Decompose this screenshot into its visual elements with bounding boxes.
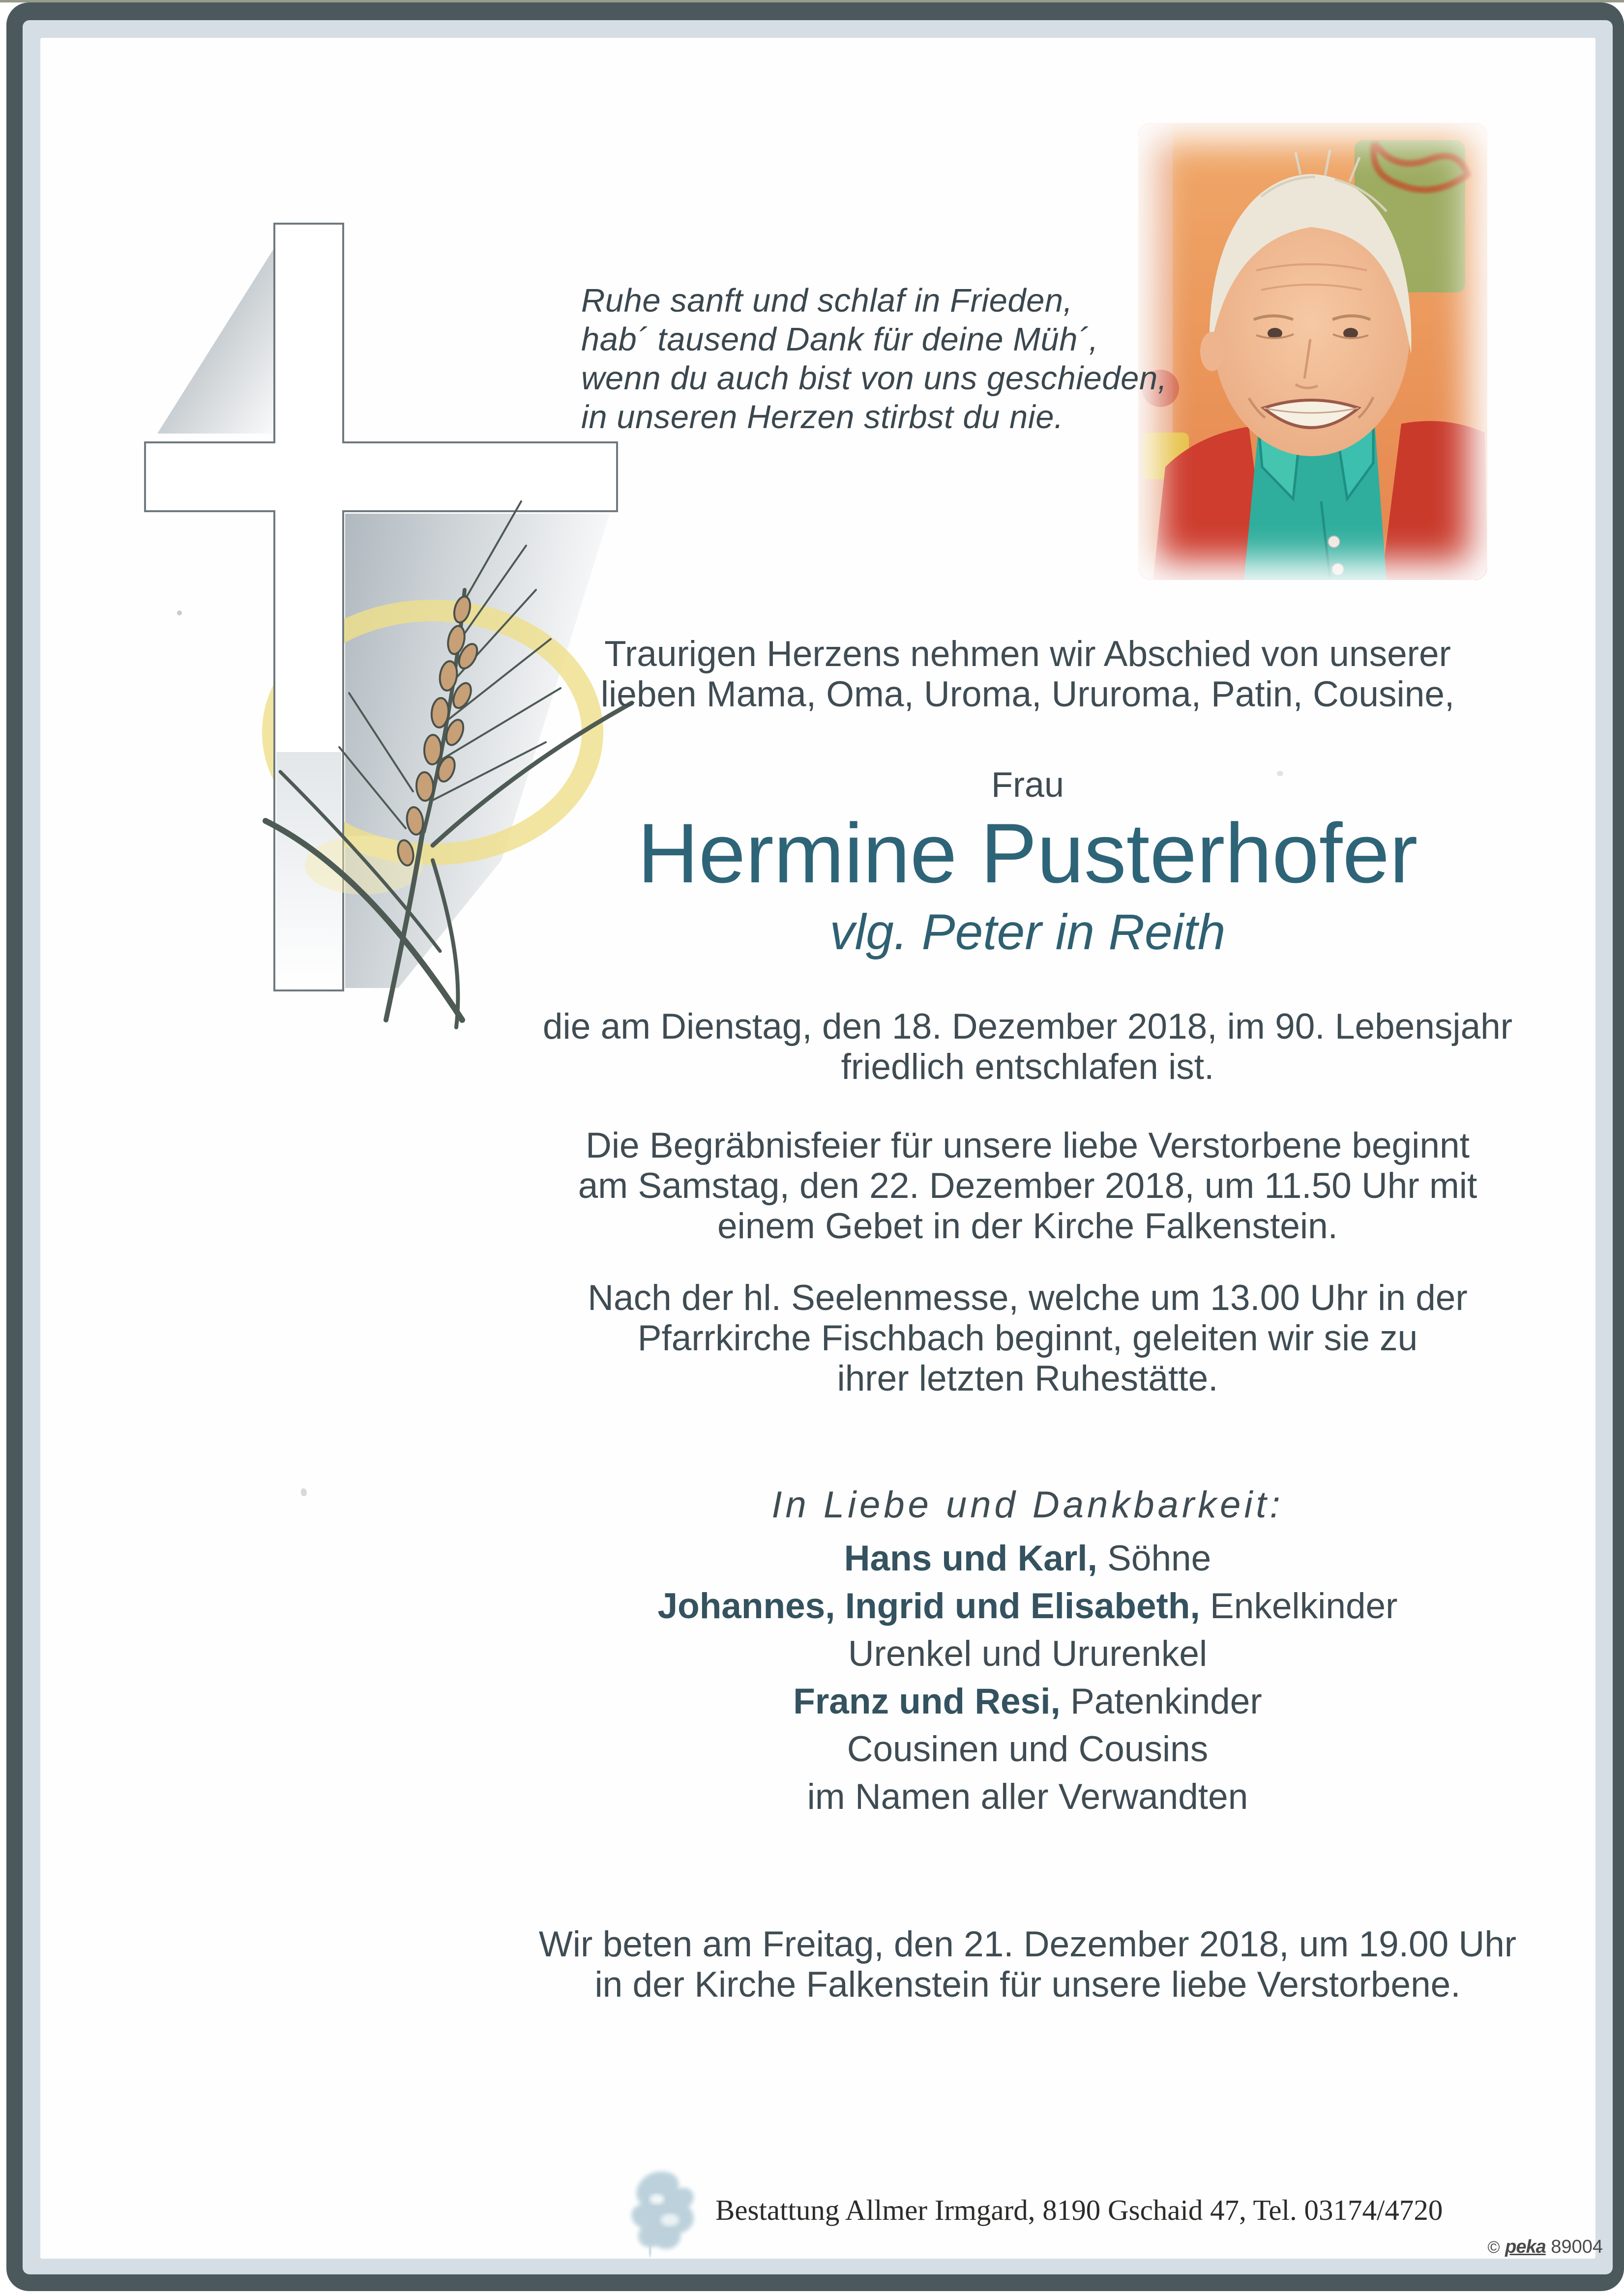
mourner-line	[521, 1678, 1534, 1725]
mourner-line	[521, 1582, 1534, 1630]
memorial-poem	[581, 281, 1167, 436]
copyright-icon: ©	[1487, 2238, 1500, 2257]
mourner-names: Hans und Karl,	[844, 1539, 1097, 1578]
text-line: friedlich entschlafen ist.	[841, 1047, 1214, 1087]
funeral-home-info: Bestattung Allmer Irmgard, 8190 Gschaid 47, Tel. 03174/4720	[715, 2194, 1443, 2226]
mourner-relation: Patenkinder	[1060, 1682, 1262, 1721]
text-line: lieben Mama, Oma, Uroma, Ururoma, Patin, Cousine,	[600, 674, 1455, 714]
salutation: Frau	[991, 765, 1064, 805]
deceased-vulgo: vlg. Peter in Reith	[829, 904, 1226, 960]
print-brand: peka	[1505, 2237, 1546, 2257]
portrait-photo	[1138, 123, 1487, 580]
mourner-relation: Cousinen und Cousins	[847, 1729, 1209, 1769]
text-line: in der Kirche Falkenstein für unsere liebe Verstorbene.	[594, 1965, 1461, 2005]
text-line: in unseren Herzen stirbst du nie.	[581, 399, 1064, 436]
photo-feather-edge	[1138, 123, 1487, 580]
text-line: einem Gebet in der Kirche Falkenstein.	[717, 1206, 1338, 1246]
print-credit	[1475, 2237, 1603, 2258]
text-line: ihrer letzten Ruhestätte.	[837, 1359, 1218, 1398]
scan-speck	[1277, 771, 1283, 776]
mourner-line	[521, 1535, 1534, 1582]
prayer-notice	[521, 1924, 1534, 2005]
mourner-line	[521, 1725, 1534, 1773]
funeral-home-logo-watermark-icon	[620, 2167, 709, 2258]
mourner-relation: Söhne	[1097, 1539, 1211, 1578]
text-line: Traurigen Herzens nehmen wir Abschied von unserer	[604, 634, 1451, 674]
cross-shading-wedge	[157, 238, 280, 434]
deceased-name: Hermine Pusterhofer	[637, 806, 1418, 901]
mourner-line	[521, 1773, 1534, 1821]
scan-speck	[177, 610, 182, 615]
text-line: Pfarrkirche Fischbach beginnt, geleiten wir sie zu	[637, 1318, 1418, 1358]
text-line: die am Dienstag, den 18. Dezember 2018, im 90. Lebensjahr	[542, 1007, 1513, 1046]
mourners-list	[521, 1535, 1534, 1821]
mourner-relation: im Namen aller Verwandten	[807, 1777, 1248, 1817]
text-line: wenn du auch bist von uns geschieden,	[581, 360, 1167, 397]
mourner-relation: Enkelkinder	[1200, 1586, 1398, 1626]
intro-text	[521, 634, 1534, 715]
text-line: hab´ tausend Dank für deine Müh´,	[581, 321, 1098, 358]
text-line: Ruhe sanft und schlaf in Frieden,	[581, 282, 1073, 319]
death-notice	[521, 1007, 1534, 1087]
funeral-notice	[521, 1126, 1534, 1247]
text-line: Nach der hl. Seelenmesse, welche um 13.00 Uhr in der	[588, 1278, 1468, 1318]
mourner-names: Johannes, Ingrid und Elisabeth,	[657, 1586, 1200, 1626]
mourner-names: Franz und Resi,	[793, 1682, 1061, 1721]
mass-notice	[521, 1278, 1534, 1399]
mourner-relation: Urenkel und Ururenkel	[848, 1634, 1208, 1674]
closing-line: In Liebe und Dankbarkeit:	[771, 1484, 1284, 1526]
print-number: 89004	[1551, 2237, 1603, 2257]
text-line: am Samstag, den 22. Dezember 2018, um 11.50 Uhr mit	[578, 1166, 1477, 1206]
text-line: Die Begräbnisfeier für unsere liebe Verstorbene beginnt	[586, 1126, 1470, 1165]
mourner-line	[521, 1630, 1534, 1678]
scan-speck	[301, 1488, 307, 1496]
text-line: Wir beten am Freitag, den 21. Dezember 2018, um 19.00 Uhr	[538, 1924, 1517, 1964]
